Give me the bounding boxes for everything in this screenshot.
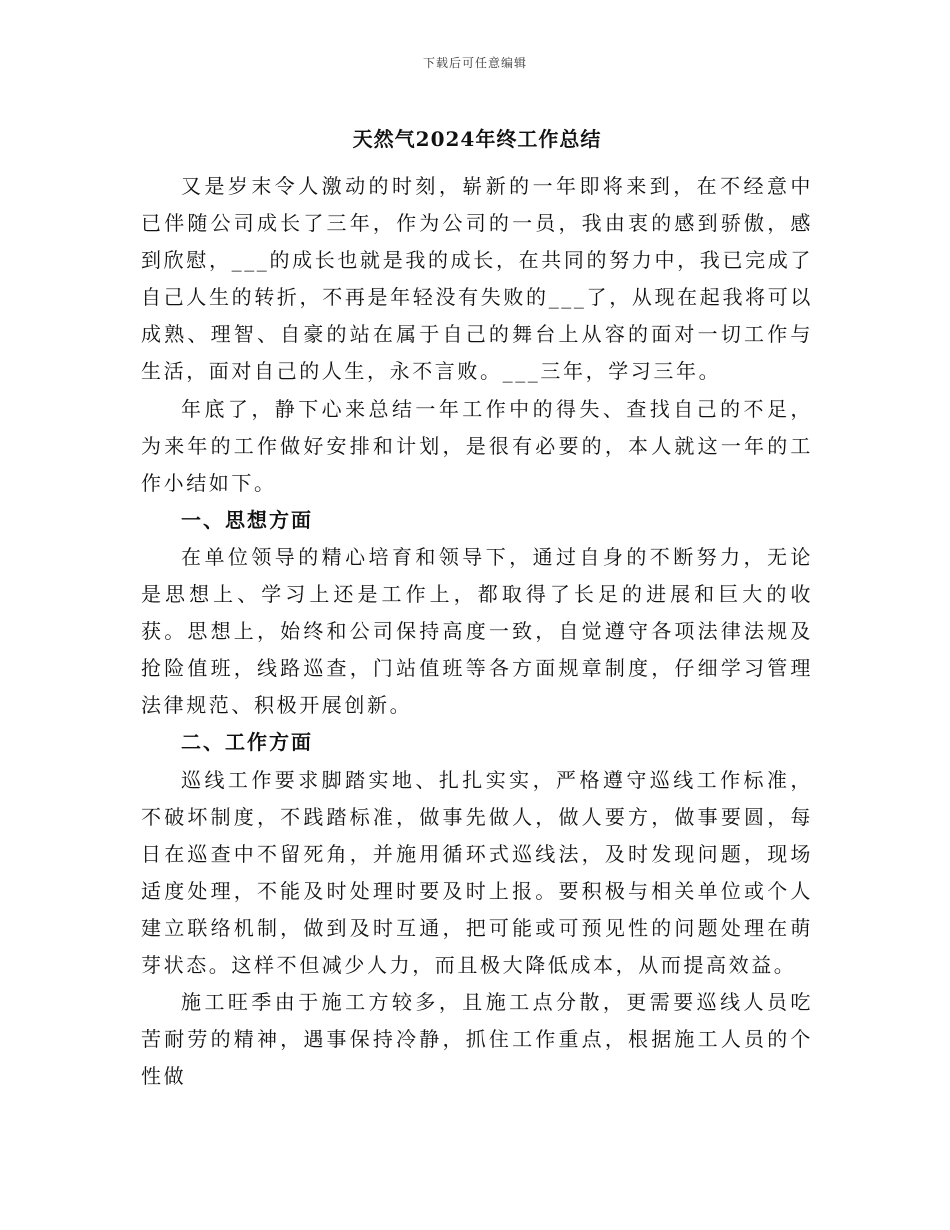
intro-paragraph-1: 又是岁末令人激动的时刻，崭新的一年即将来到，在不经意中已伴随公司成长了三年，作为公司的一员，我由衷的感到骄傲，感到欣慰，___的成长也就是我的成长，在共同的努力中，我已完成了自己人生的转折，不再是年轻没有失败的___了，从现在起我将可以成熟、理智、自豪的站在属于自己的舞台上从容的面对一切工作与生活，面对自己的人生，永不言败。___三年，学习三年。 (141, 174, 813, 384)
intro-paragraph-2: 年底了，静下心来总结一年工作中的得失、查找自己的不足，为来年的工作做好安排和计划，是很有必要的，本人就这一年的工作小结如下。 (141, 396, 813, 495)
section-heading-work: 二、工作方面 (181, 730, 313, 755)
document-body (141, 120, 813, 1095)
page-header-note: 下载后可任意编辑 (422, 56, 527, 70)
section-heading-thought: 一、思想方面 (181, 507, 313, 532)
section-thought-paragraph: 在单位领导的精心培育和领导下，通过自身的不断努力，无论是思想上、学习上还是工作上，都取得了长足的进展和巨大的收获。思想上，始终和公司保持高度一致，自觉遵守各项法律法规及抢险值班，线路巡查，门站值班等各方面规章制度，仔细学习管理法律规范、积极开展创新。 (141, 544, 813, 718)
section-work-paragraph-1: 巡线工作要求脚踏实地、扎扎实实，严格遵守巡线工作标准，不破坏制度，不践踏标准，做事先做人，做人要方，做事要圆，每日在巡查中不留死角，并施用循环式巡线法，及时发现问题，现场适度处理，不能及时处理时要及时上报。要积极与相关单位或个人建立联络机制，做到及时互通，把可能或可预见性的问题处理在萌芽状态。这样不但减少人力，而且极大降低成本，从而提高效益。 (141, 767, 813, 977)
document-title: 天然气2024年终工作总结 (352, 127, 602, 151)
section-work-paragraph-2: 施工旺季由于施工方较多，且施工点分散，更需要巡线人员吃苦耐劳的精神，遇事保持冷静，抓住工作重点，根据施工人员的个性做 (141, 990, 813, 1089)
